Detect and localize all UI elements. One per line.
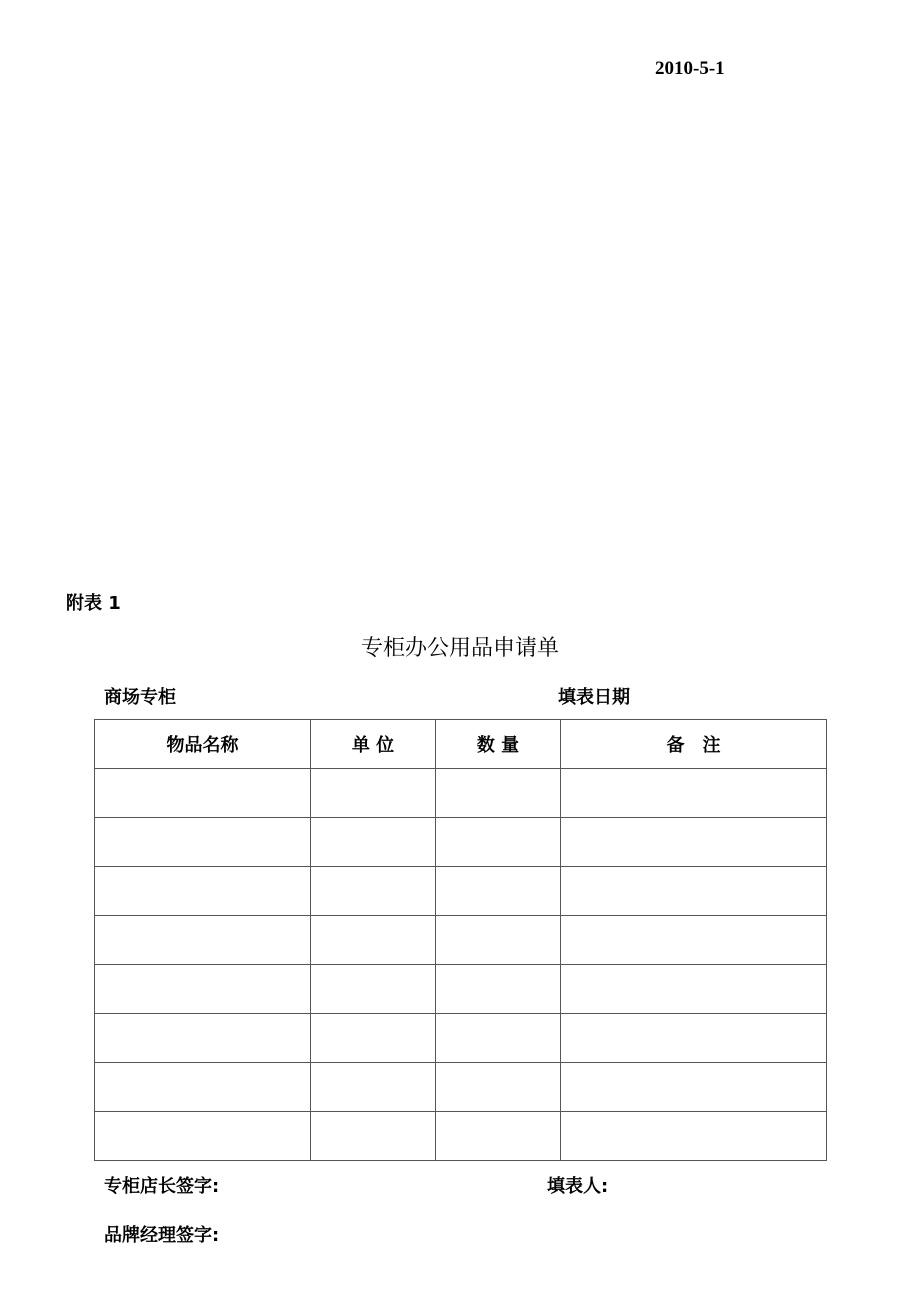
column-header-unit: 单 位: [311, 720, 436, 769]
column-header-remarks: 备 注: [561, 720, 827, 769]
store-manager-signature-label: 专柜店长签字:: [104, 1176, 220, 1197]
cell-quantity[interactable]: [436, 1112, 561, 1161]
cell-unit[interactable]: [311, 867, 436, 916]
cell-unit[interactable]: [311, 1112, 436, 1161]
cell-item-name[interactable]: [95, 1014, 311, 1063]
form-title: 专柜办公用品申请单: [360, 636, 559, 661]
cell-unit[interactable]: [311, 818, 436, 867]
brand-manager-signature-label: 品牌经理签字:: [104, 1225, 220, 1246]
cell-unit[interactable]: [311, 965, 436, 1014]
cell-quantity[interactable]: [436, 1063, 561, 1112]
table-row: [95, 916, 827, 965]
table-row: [95, 1112, 827, 1161]
cell-quantity[interactable]: [436, 818, 561, 867]
table-header-row: [95, 720, 827, 769]
filler-label: 填表人:: [547, 1176, 609, 1197]
cell-item-name[interactable]: [95, 965, 311, 1014]
cell-quantity[interactable]: [436, 965, 561, 1014]
cell-unit[interactable]: [311, 916, 436, 965]
cell-remarks[interactable]: [561, 1063, 827, 1112]
cell-item-name[interactable]: [95, 1112, 311, 1161]
cell-remarks[interactable]: [561, 916, 827, 965]
cell-quantity[interactable]: [436, 1014, 561, 1063]
table-row: [95, 867, 827, 916]
cell-item-name[interactable]: [95, 916, 311, 965]
cell-unit[interactable]: [311, 1063, 436, 1112]
cell-unit[interactable]: [311, 769, 436, 818]
cell-remarks[interactable]: [561, 818, 827, 867]
document-date: 2010-5-1: [655, 58, 725, 79]
cell-unit[interactable]: [311, 1014, 436, 1063]
table-row: [95, 1014, 827, 1063]
cell-item-name[interactable]: [95, 769, 311, 818]
table-row: [95, 769, 827, 818]
cell-item-name[interactable]: [95, 818, 311, 867]
table-row: [95, 1063, 827, 1112]
cell-quantity[interactable]: [436, 867, 561, 916]
cell-item-name[interactable]: [95, 867, 311, 916]
mall-counter-label: 商场专柜: [104, 687, 176, 708]
table-row: [95, 818, 827, 867]
column-header-item-name: 物品名称: [95, 720, 311, 769]
cell-remarks[interactable]: [561, 965, 827, 1014]
cell-remarks[interactable]: [561, 867, 827, 916]
fill-date-label: 填表日期: [558, 687, 630, 708]
cell-item-name[interactable]: [95, 1063, 311, 1112]
table-row: [95, 965, 827, 1014]
cell-remarks[interactable]: [561, 1112, 827, 1161]
request-form-table: [94, 719, 827, 1161]
cell-quantity[interactable]: [436, 769, 561, 818]
cell-remarks[interactable]: [561, 769, 827, 818]
column-header-quantity: 数 量: [436, 720, 561, 769]
cell-quantity[interactable]: [436, 916, 561, 965]
cell-remarks[interactable]: [561, 1014, 827, 1063]
appendix-label: 附表 1: [66, 593, 121, 614]
